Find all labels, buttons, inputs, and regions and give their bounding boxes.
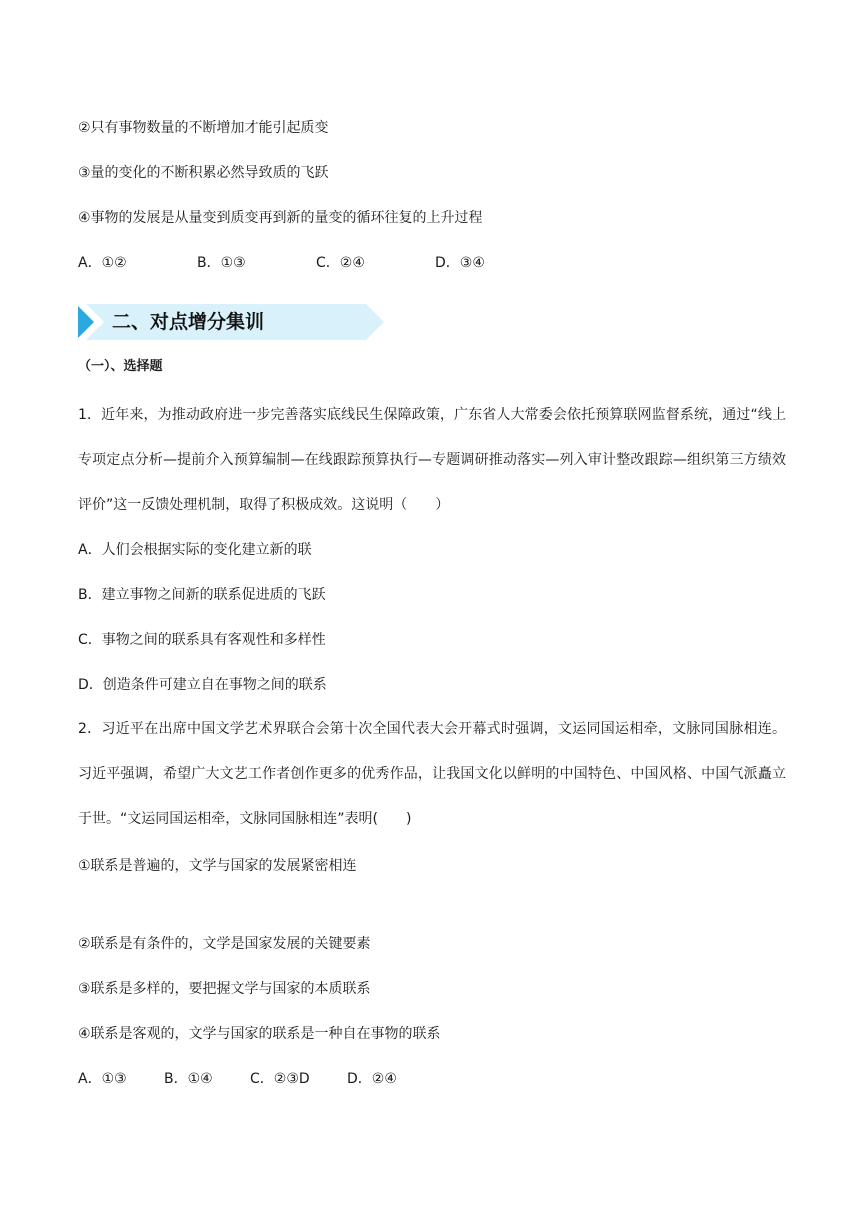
section-banner (78, 304, 384, 340)
q1-option-c: C．事物之间的联系具有客观性和多样性 (78, 632, 326, 648)
q2-statement-2: ②联系是有条件的，文学是国家发展的关键要素 (78, 936, 371, 952)
q2-option-d: D．②④ (347, 1071, 397, 1087)
q2-option-c: C．②③D (250, 1071, 310, 1087)
option-d: D．③④ (435, 255, 485, 271)
q1-option-d: D．创造条件可建立自在事物之间的联系 (78, 677, 327, 693)
statement-3: ③量的变化的不断积累必然导致质的飞跃 (78, 165, 329, 181)
question-1-stem: 1．近年来，为推动政府进一步完善落实底线民生保障政策，广东省人大常委会依托预算联网监督系统，通过“线上专项定点分析—提前介入预算编制—在线跟踪预算执行—专题调研推动落实—列入审计整改跟踪—组织第三方绩效评价”这一反馈处理机制，取得了积极成效。这说明（ ） (78, 407, 786, 513)
option-b: B．①③ (197, 255, 246, 271)
q2-statement-3: ③联系是多样的，要把握文学与国家的本质联系 (78, 981, 371, 997)
q1-option-a: A．人们会根据实际的变化建立新的联 (78, 542, 312, 558)
answer-options (78, 253, 485, 273)
question-2-stem: 2．习近平在出席中国文学艺术界联合会第十次全国代表大会开幕式时强调，文运同国运相牵，文脉同国脉相连。习近平强调，希望广大文艺工作者创作更多的优秀作品，让我国文化以鲜明的中国特色、中国风格、中国气派矗立于世。“文运同国运相牵，文脉同国脉相连”表明( ) (78, 721, 786, 827)
q2-statement-4: ④联系是客观的，文学与国家的联系是一种自在事物的联系 (78, 1026, 441, 1042)
q2-statement-1: ①联系是普遍的，文学与国家的发展紧密相连 (78, 858, 357, 874)
q2-option-a: A．①③ (78, 1071, 127, 1087)
statement-2: ②只有事物数量的不断增加才能引起质变 (78, 120, 329, 136)
option-c: C．②④ (316, 255, 365, 271)
subsection-title: （一）、选择题 (78, 359, 163, 374)
play-arrow-icon (78, 306, 94, 338)
q2-option-b: B．①④ (164, 1071, 213, 1087)
section-title: 二、对点增分集训 (112, 311, 265, 333)
option-a: A．①② (78, 255, 127, 271)
statement-4: ④事物的发展是从量变到质变再到新的量变的循环往复的上升过程 (78, 210, 483, 226)
q2-answer-options (78, 1069, 397, 1089)
q1-option-b: B．建立事物之间新的联系促进质的飞跃 (78, 587, 326, 603)
